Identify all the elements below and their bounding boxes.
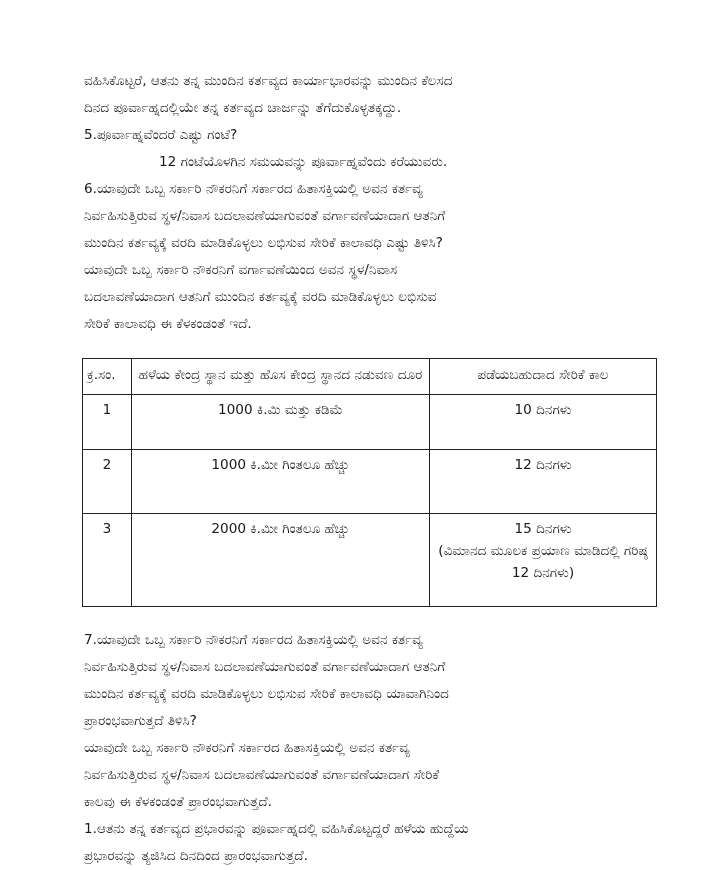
header-sl-no: ಕ್ರ.ಸಂ. (83, 359, 132, 395)
text-line: 7.ಯಾವುದೇ ಒಬ್ಬ ಸರ್ಕಾರಿ ನೌಕರನಿಗೆ ಸರ್ಕಾರದ ಹಿತಾಸಕ್ತಿಯಲ್ಲಿ ಅವನ ಕರ್ತವ್ಯ (84, 632, 423, 648)
text-line: 6.ಯಾವುದೇ ಒಬ್ಬ ಸರ್ಕಾರಿ ನೌಕರನಿಗೆ ಸರ್ಕಾರದ ಹಿತಾಸಕ್ತಿಯಲ್ಲಿ ಅವನ ಕರ್ತವ್ಯ (84, 181, 423, 197)
row-sl-no: 3 (83, 514, 132, 607)
row-distance: 2000 ಕಿ.ಮೀ ಗಿಂತಲೂ ಹೆಚ್ಚು (132, 514, 430, 607)
answer-7-point-1 (84, 816, 652, 870)
text-line: 1.ಆತನು ತನ್ನ ಕರ್ತವ್ಯದ ಪ್ರಭಾರವನ್ನು ಪೂರ್ವಾಹ್ನದಲ್ಲಿ ವಹಿಸಿಕೊಟ್ಟದ್ದರೆ ಹಳೆಯ ಹುದ್ದೆಯ (84, 821, 469, 837)
text-line: ಮುಂದಿನ ಕರ್ತವ್ಯಕ್ಕೆ ವರದಿ ಮಾಡಿಕೊಳ್ಳಲು ಲಭಿಸುವ ಸೇರಿಕೆ ಕಾಲಾವಧಿ ಎಷ್ಟು ತಿಳಿಸಿ? (84, 235, 443, 251)
text-line: ಪ್ರಭಾರವನ್ನು ತ್ಯಜಿಸಿದ ದಿನದಿಂದ ಪ್ರಾರಂಭವಾಗುತ್ತದೆ. (84, 848, 308, 864)
text-line: ಸೇರಿಕೆ ಕಾಲಾವಧಿ ಈ ಕೆಳಕಂಡಂತೆ ಇದೆ. (84, 316, 252, 332)
text-line: ಮುಂದಿನ ಕರ್ತವ್ಯಕ್ಕೆ ವರದಿ ಮಾಡಿಕೊಳ್ಳಲು ಲಭಿಸುವ ಸೇರಿಕೆ ಕಾಲಾವಧಿ ಯಾವಾಗಿನಿಂದ (84, 686, 449, 702)
row-period: 10 ದಿನಗಳು (430, 395, 657, 450)
text-line: ಬದಲಾವಣೆಯಾದಾಗ ಆತನಿಗೆ ಮುಂದಿನ ಕರ್ತವ್ಯಕ್ಕೆ ವರದಿ ಮಾಡಿಕೊಳ್ಳಲು ಲಭಿಸುವ (84, 289, 437, 305)
text-line: ನಿರ್ವಹಿಸುತ್ತಿರುವ ಸ್ಥಳ/ನಿವಾಸ ಬದಲಾವಣೆಯಾಗುವಂತೆ ವರ್ಗಾವಣೆಯಾದಾಗ ಸೇರಿಕೆ (84, 767, 440, 783)
question-7 (84, 627, 652, 735)
row-period-note: (ವಿಮಾನದ ಮೂಲಕ ಪ್ರಯಾಣ ಮಾಡಿದಲ್ಲಿ ಗರಿಷ್ಠ 12 ದಿನಗಳು) (438, 543, 648, 581)
table-row (83, 395, 657, 450)
text-line: ಯಾವುದೇ ಒಬ್ಬ ಸರ್ಕಾರಿ ನೌಕರನಿಗೆ ವರ್ಗಾವಣೆಯಿಂದ ಅವನ ಸ್ಥಳ/ನಿವಾಸ (84, 262, 398, 278)
table-header-row (83, 359, 657, 395)
answer-6 (84, 257, 652, 338)
row-distance: 1000 ಕಿ.ಮಿ ಮತ್ತು ಕಡಿಮೆ (132, 395, 430, 450)
row-sl-no: 1 (83, 395, 132, 450)
row-period: 12 ದಿನಗಳು (430, 450, 657, 514)
row-distance: 1000 ಕಿ.ಮೀ ಗಿಂತಲೂ ಹೆಚ್ಚು (132, 450, 430, 514)
text-line: ನಿರ್ವಹಿಸುತ್ತಿರುವ ಸ್ಥಳ/ನಿವಾಸ ಬದಲಾವಣೆಯಾಗುವಂತೆ ವರ್ಗಾವಣೆಯಾದಾಗ ಆತನಿಗೆ (84, 208, 446, 224)
row-period: 15 ದಿನಗಳು (514, 521, 572, 537)
answer-5: 12 ಗಂಟೆಯೊಳಗಿನ ಸಮಯವನ್ನು ಪೂರ್ವಾಹ್ನವೆಂದು ಕರೆಯುವರು. (159, 154, 448, 170)
header-joining-period: ಪಡೆಯಬಹುದಾದ ಸೇರಿಕೆ ಕಾಲ (430, 359, 657, 395)
joining-time-table (82, 358, 657, 607)
answer-7 (84, 735, 652, 816)
table-row (83, 450, 657, 514)
table-row (83, 514, 657, 607)
row-period-cell (430, 514, 657, 607)
lower-text-block (84, 627, 652, 870)
header-distance: ಹಳೆಯ ಕೇಂದ್ರ ಸ್ಥಾನ ಮತ್ತು ಹೊಸ ಕೇಂದ್ರ ಸ್ಥಾನದ ನಡುವಣ ದೂರ (132, 359, 430, 395)
upper-text-block (84, 68, 652, 338)
text-line: ಯಾವುದೇ ಒಬ್ಬ ಸರ್ಕಾರಿ ನೌಕರನಿಗೆ ಸರ್ಕಾರದ ಹಿತಾಸಕ್ತಿಯಲ್ಲಿ ಅವನ ಕರ್ತವ್ಯ (84, 740, 410, 756)
text-line: ದಿನದ ಪೂರ್ವಾಹ್ನದಲ್ಲಿಯೇ ತನ್ನ ಕರ್ತವ್ಯದ ಚಾರ್ಜನ್ನು ತೆಗೆದುಕೊಳ್ಳತಕ್ಕದ್ದು. (84, 100, 402, 116)
intro-paragraph (84, 68, 652, 122)
text-line: ಪ್ರಾರಂಭವಾಗುತ್ತದೆ ತಿಳಿಸಿ? (84, 713, 197, 729)
question-6 (84, 176, 652, 257)
text-line: ನಿರ್ವಹಿಸುತ್ತಿರುವ ಸ್ಥಳ/ನಿವಾಸ ಬದಲಾವಣೆಯಾಗುವಂತೆ ವರ್ಗಾವಣೆಯಾದಾಗ ಆತನಿಗೆ (84, 659, 446, 675)
row-sl-no: 2 (83, 450, 132, 514)
text-line: ವಹಿಸಿಕೊಟ್ಟರೆ, ಆತನು ತನ್ನ ಮುಂದಿನ ಕರ್ತವ್ಯದ ಕಾರ್ಯಾಭಾರವನ್ನು ಮುಂದಿನ ಕೆಲಸದ (84, 73, 453, 89)
question-5: 5.ಪೂರ್ವಾಹ್ನವೆಂದರೆ ಎಷ್ಟು ಗಂಟೆ? (84, 127, 238, 143)
text-line: ಕಾಲವು ಈ ಕೆಳಕಂಡಂತೆ ಪ್ರಾರಂಭವಾಗುತ್ತದೆ. (84, 794, 272, 810)
